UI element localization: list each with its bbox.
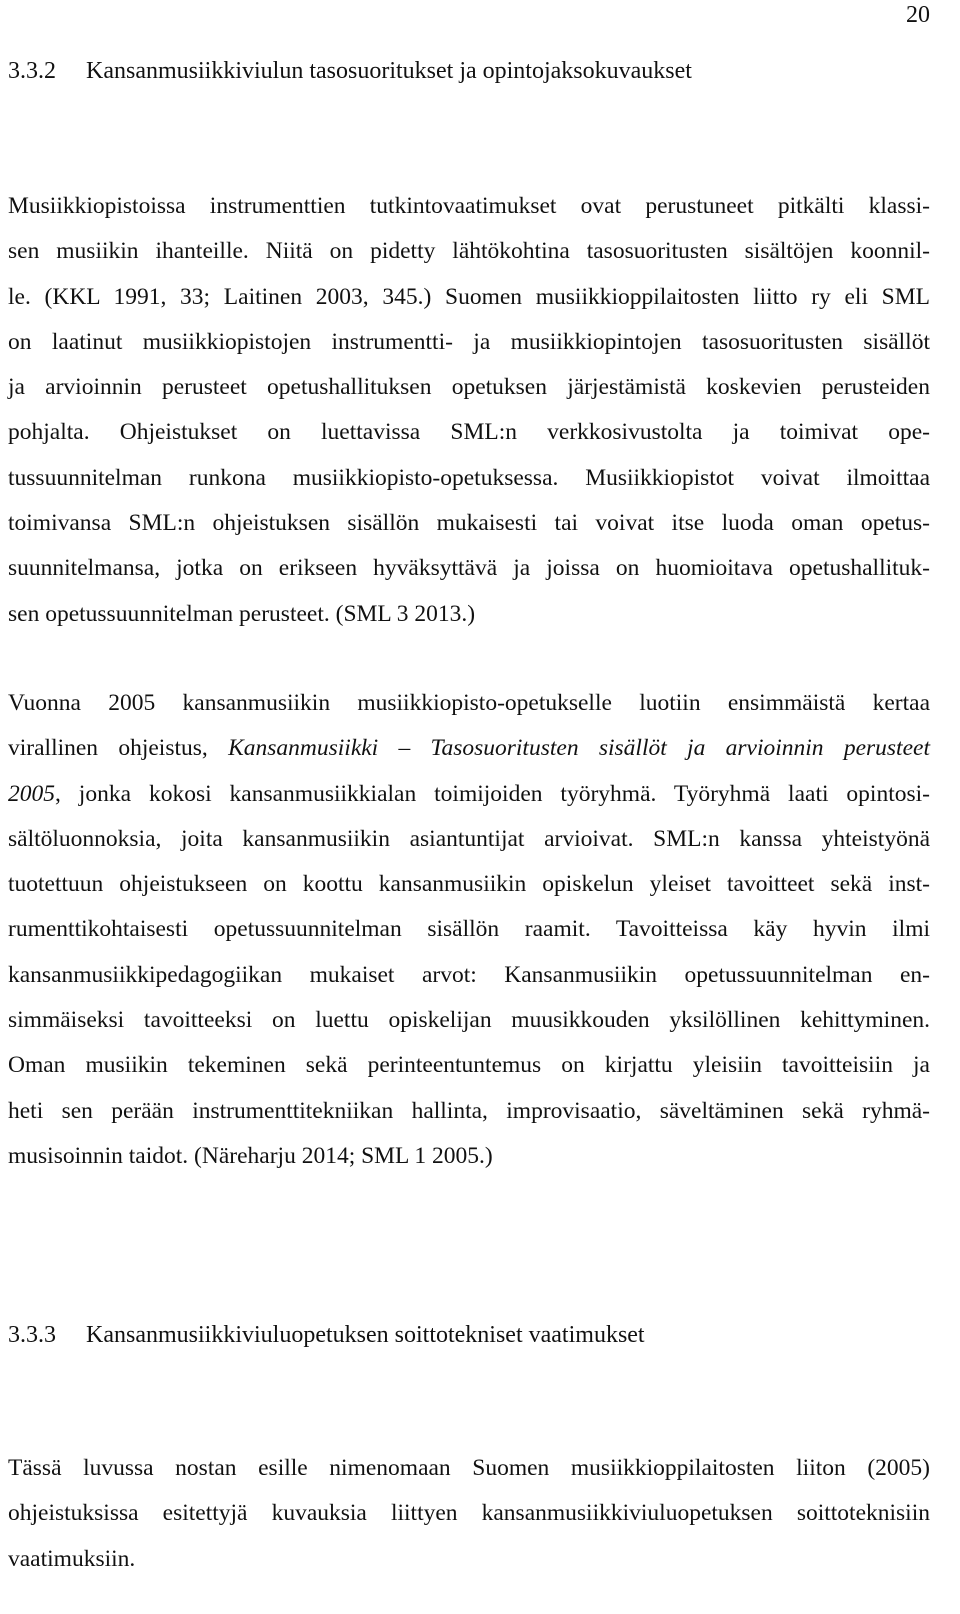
paragraph-1	[8, 184, 930, 637]
document-year-italic: 2005	[8, 780, 55, 807]
section-title: Kansanmusiikkiviuluopetuksen soittotekniset vaatimukset	[86, 1322, 645, 1348]
page-number: 20	[906, 2, 930, 28]
paragraph-2	[8, 681, 930, 1179]
text-line: toimivansa SML:n ohjeistuksen sisällön mukaisesti tai voivat itse luoda oman opetus-	[8, 510, 930, 537]
text-line: on laatinut musiikkiopistojen instrumentti- ja musiikkiopintojen tasosuoritusten sisällöt	[8, 328, 930, 355]
text-line: ohjeistuksissa esitettyjä kuvauksia liittyen kansanmusiikkiviuluopetuksen soittoteknisiin	[8, 1500, 930, 1527]
text-line: tuotettuun ohjeistukseen on koottu kansanmusiikin opiskelun yleiset tavoitteet sekä inst-	[8, 871, 930, 898]
text-line: Vuonna 2005 kansanmusiikin musiikkiopisto-opetukselle luotiin ensimmäistä kertaa	[8, 690, 930, 716]
text-line: sältöluonnoksia, joita kansanmusiikin asiantuntijat arvioivat. SML:n kanssa yhteistyönä	[8, 825, 930, 852]
text-line: Tässä luvussa nostan esille nimenomaan Suomen musiikkioppilaitosten liiton (2005)	[8, 1455, 930, 1481]
text-line: ja arvioinnin perusteet opetushallituksen opetuksen järjestämistä koskevien perusteiden	[8, 374, 930, 401]
section-title: Kansanmusiikkiviulun tasosuoritukset ja opintojaksokuvaukset	[86, 58, 692, 84]
text-line: Musiikkiopistoissa instrumenttien tutkintovaatimukset ovat perustuneet pitkälti klassi-	[8, 193, 930, 219]
text-line-with-citation	[8, 726, 930, 771]
section-heading-3-3-2	[8, 54, 692, 88]
document-title-italic: Kansanmusiikki – Tasosuoritusten sisällöt ja arvioinnin perusteet	[228, 735, 930, 762]
text-line: kansanmusiikkipedagogiikan mukaiset arvot: Kansanmusiikin opetussuunnitelman en-	[8, 961, 930, 988]
text-line: le. (KKL 1991, 33; Laitinen 2003, 345.) Suomen musiikkioppilaitosten liitto ry eli SML	[8, 283, 930, 310]
section-number: 3.3.2	[8, 58, 56, 84]
text-line: Oman musiikin tekeminen sekä perinteentuntemus on kirjattu yleisiin tavoitteisiin ja	[8, 1052, 930, 1079]
paragraph-3	[8, 1446, 930, 1582]
text-line: sen musiikin ihanteille. Niitä on pidetty lähtökohtina tasosuoritusten sisältöjen koonnil-	[8, 238, 930, 265]
text-line: heti sen perään instrumenttitekniikan hallinta, improvisaatio, säveltäminen sekä ryhmä-	[8, 1097, 930, 1124]
text-line: vaatimuksiin.	[8, 1545, 136, 1572]
text-line: tussuunnitelman runkona musiikkiopisto-opetuksessa. Musiikkiopistot voivat ilmoittaa	[8, 464, 930, 491]
text-line: rumenttikohtaisesti opetussuunnitelman sisällön raamit. Tavoitteissa käy hyvin ilmi	[8, 916, 930, 943]
text-run: virallinen ohjeistus,	[8, 735, 229, 762]
text-line-with-citation	[8, 772, 930, 817]
text-line: musisoinnin taidot. (Näreharju 2014; SML 1 2005.)	[8, 1142, 493, 1169]
text-line: simmäiseksi tavoitteeksi on luettu opiskelijan muusikkouden yksilöllinen kehittyminen.	[8, 1007, 930, 1034]
text-run: , jonka kokosi kansanmusiikkialan toimijoiden työryhmä. Työryhmä laati opintosi-	[55, 780, 930, 807]
text-line: pohjalta. Ohjeistukset on luettavissa SML:n verkkosivustolta ja toimivat ope-	[8, 419, 930, 446]
section-number: 3.3.3	[8, 1322, 56, 1348]
section-heading-3-3-3	[8, 1318, 645, 1352]
text-line: sen opetussuunnitelman perusteet. (SML 3 2013.)	[8, 600, 476, 627]
text-line: suunnitelmansa, jotka on erikseen hyväksyttävä ja joissa on huomioitava opetushallituk-	[8, 555, 930, 582]
